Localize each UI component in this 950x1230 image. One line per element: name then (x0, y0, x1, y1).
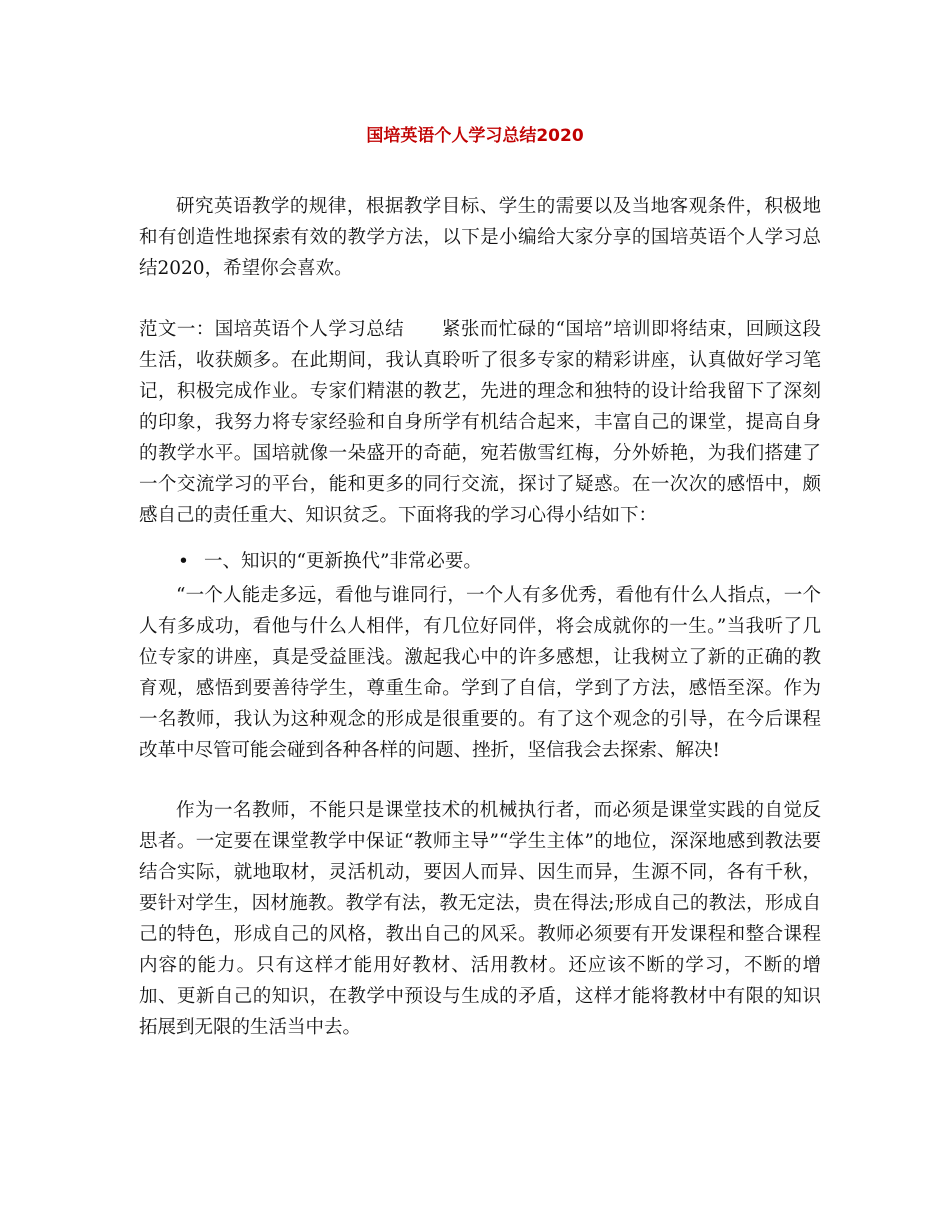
teacher-reflection-paragraph: 作为一名教师，不能只是课堂技术的机械执行者，而必须是课堂实践的自觉反思者。一定要在课堂教学中保证“教师主导”“学生主体”的地位，深深地感到教法要结合实际，就地取材，灵活机动，要因人而异、因生而异，生源不同，各有千秋，要针对学生，因材施教。教学有法，教无定法，贵在得法;形成自己的教法，形成自己的特色，形成自己的风格，教出自己的风采。教师必须要有开发课程和整合课程内容的能力。只有这样才能用好教材、活用教材。还应该不断的学习，不断的增加、更新自己的知识，在教学中预设与生成的矛盾，这样才能将教材中有限的知识拓展到无限的生活当中去。 (139, 800, 821, 1038)
bullet-icon: • (178, 551, 189, 572)
sample-essay-paragraph: 范文一：国培英语个人学习总结 紧张而忙碌的“国培”培训即将结束，回顾这段生活，收获颇多。在此期间，我认真聆听了很多专家的精彩讲座，认真做好学习笔记，积极完成作业。专家们精湛的教艺，先进的理念和独特的设计给我留下了深刻的印象，我努力将专家经验和自身所学有机结合起来，丰富自己的课堂，提高自身的教学水平。国培就像一朵盛开的奇葩，宛若傲雪红梅，分外娇艳，为我们搭建了一个交流学习的平台，能和更多的同行交流，探讨了疑惑。在一次次的感悟中，颇感自己的责任重大、知识贫乏。下面将我的学习心得小结如下： (139, 319, 821, 526)
intro-paragraph: 研究英语教学的规律，根据教学目标、学生的需要以及当地客观条件，积极地和有创造性地探索有效的教学方法，以下是小编给大家分享的国培英语个人学习总结2020，希望你会喜欢。 (139, 196, 821, 279)
quote-paragraph: “一个人能走多远，看他与谁同行，一个人有多优秀，看他有什么人指点，一个人有多成功，看他与什么人相伴，有几位好同伴，将会成就你的一生。”当我听了几位专家的讲座，真是受益匪浅。激起我心中的许多感想，让我树立了新的正确的教育观，感悟到要善待学生，尊重生命。学到了自信，学到了方法，感悟至深。作为一名教师，我认为这种观念的形成是很重要的。有了这个观念的引导，在今后课程改革中尽管可能会碰到各种各样的问题、挫折，坚信我会去探索、解决! (139, 585, 821, 761)
document-title: 国培英语个人学习总结2020 (366, 126, 584, 146)
bullet-list-item (178, 546, 778, 577)
bullet-item-text: 一、知识的“更新换代”非常必要。 (204, 551, 482, 572)
